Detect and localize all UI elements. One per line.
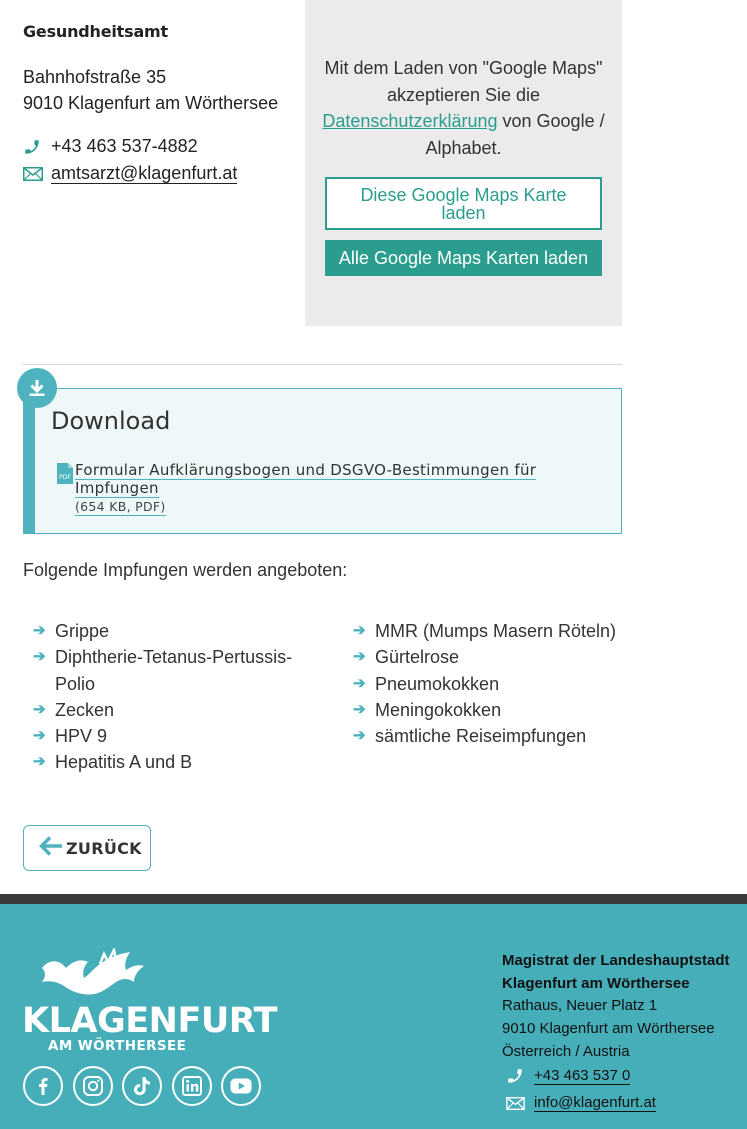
list-item bbox=[33, 749, 303, 775]
footer-phone-row bbox=[506, 1067, 630, 1085]
arrow-left-icon bbox=[38, 835, 64, 862]
arrow-right-icon: ➔ bbox=[33, 622, 46, 639]
list-item-label: MMR (Mumps Masern Röteln) bbox=[375, 621, 617, 641]
maps-notice-after: von Google / Alphabet. bbox=[425, 111, 605, 158]
list-item bbox=[33, 723, 303, 749]
office-city: 9010 Klagenfurt am Wörthersee bbox=[23, 93, 279, 113]
footer-city: 9010 Klagenfurt am Wörthersee bbox=[502, 1020, 715, 1038]
footer-email-row bbox=[506, 1094, 656, 1112]
vaccination-list-left bbox=[33, 618, 303, 776]
maps-consent-box bbox=[305, 0, 622, 326]
office-phone[interactable]: +43 463 537-4882 bbox=[51, 136, 198, 156]
list-item-label: HPV 9 bbox=[55, 726, 108, 747]
list-item-label: Pneumokokken bbox=[375, 673, 500, 694]
pdf-file-icon bbox=[57, 463, 73, 516]
arrow-right-icon: ➔ bbox=[33, 753, 46, 771]
youtube-icon[interactable] bbox=[221, 1066, 261, 1106]
footer-org-line2: Klagenfurt am Wörthersee bbox=[502, 974, 690, 992]
maps-consent-text bbox=[305, 55, 622, 161]
list-item bbox=[33, 618, 303, 644]
list-item-label: Hepatitis A und B bbox=[55, 752, 193, 773]
back-button-label: ZURÜCK bbox=[66, 838, 142, 858]
office-email-link[interactable]: amtsarzt@klagenfurt.at bbox=[51, 162, 238, 183]
load-this-map-button[interactable]: Diese Google Maps Karte laden bbox=[325, 177, 602, 230]
linkedin-icon[interactable] bbox=[172, 1066, 212, 1106]
vaccination-list-right bbox=[353, 618, 633, 749]
social-links bbox=[23, 1066, 271, 1106]
footer-email-link[interactable]: info@klagenfurt.at bbox=[534, 1094, 656, 1111]
pdf-icon-label: PDF bbox=[59, 474, 71, 481]
list-item bbox=[33, 697, 303, 723]
download-file-item[interactable] bbox=[57, 461, 565, 516]
arrow-right-icon: ➔ bbox=[353, 674, 366, 692]
instagram-icon[interactable] bbox=[73, 1066, 113, 1106]
list-item-label: sämtliche Reiseimpfungen bbox=[375, 726, 587, 747]
footer-phone-link[interactable]: +43 463 537 0 bbox=[534, 1067, 631, 1084]
list-item bbox=[353, 723, 633, 749]
list-item bbox=[353, 671, 633, 697]
download-file-link[interactable]: Formular Aufklärungsbogen und DSGVO-Bestimmungen für Impfungen bbox=[75, 461, 537, 497]
footer-org-line1: Magistrat der Landeshauptstadt bbox=[502, 952, 730, 969]
download-box bbox=[23, 388, 622, 534]
office-address bbox=[23, 64, 293, 116]
phone-icon bbox=[506, 1067, 534, 1085]
list-item bbox=[33, 644, 303, 697]
arrow-right-icon: ➔ bbox=[33, 700, 46, 718]
list-item-label: Diphtherie-Tetanus-Pertussis-Polio bbox=[55, 647, 293, 694]
list-item bbox=[353, 618, 633, 644]
arrow-right-icon: ➔ bbox=[353, 648, 366, 666]
facebook-icon[interactable] bbox=[23, 1066, 63, 1106]
office-title: Gesundheitsamt bbox=[23, 22, 168, 41]
footer-address bbox=[502, 950, 730, 1064]
download-icon bbox=[17, 368, 57, 408]
list-item-label: Zecken bbox=[55, 699, 115, 720]
back-button[interactable] bbox=[23, 825, 151, 871]
mail-icon bbox=[23, 167, 51, 181]
arrow-right-icon: ➔ bbox=[353, 622, 366, 639]
maps-notice-before: Mit dem Laden von "Google Maps" akzeptieren Sie die bbox=[324, 58, 603, 105]
arrow-right-icon: ➔ bbox=[33, 727, 46, 745]
vaccinations-intro: Folgende Impfungen werden angeboten: bbox=[23, 560, 348, 580]
tiktok-icon[interactable] bbox=[122, 1066, 162, 1106]
footer-brand-name: KLAGENFURT bbox=[22, 1001, 278, 1041]
arrow-right-icon: ➔ bbox=[353, 727, 366, 745]
site-footer bbox=[0, 904, 747, 1129]
contact-block bbox=[23, 22, 293, 187]
office-street: Bahnhofstraße 35 bbox=[23, 67, 167, 87]
load-all-maps-button[interactable]: Alle Google Maps Karten laden bbox=[325, 240, 602, 276]
footer-brand-subtitle: AM WÖRTHERSEE bbox=[48, 1038, 187, 1054]
download-heading: Download bbox=[51, 407, 171, 435]
arrow-right-icon: ➔ bbox=[33, 648, 46, 666]
list-item bbox=[353, 697, 633, 723]
footer-country: Österreich / Austria bbox=[502, 1042, 630, 1060]
section-divider bbox=[23, 364, 622, 365]
arrow-right-icon: ➔ bbox=[353, 700, 366, 718]
phone-icon bbox=[23, 138, 51, 156]
list-item-label: Gürtelrose bbox=[375, 647, 460, 668]
list-item bbox=[353, 644, 633, 670]
footer-street: Rathaus, Neuer Platz 1 bbox=[502, 997, 658, 1015]
list-item-label: Grippe bbox=[55, 621, 110, 641]
office-email-row bbox=[23, 160, 293, 187]
mail-icon bbox=[506, 1097, 534, 1110]
footer-top-bar bbox=[0, 894, 747, 904]
office-phone-row bbox=[23, 133, 293, 160]
download-file-meta: (654 KB, PDF) bbox=[75, 499, 166, 514]
list-item-label: Meningokokken bbox=[375, 699, 502, 720]
dragon-emblem-icon bbox=[38, 948, 148, 1000]
privacy-policy-link[interactable]: Datenschutzerklärung bbox=[322, 111, 498, 131]
